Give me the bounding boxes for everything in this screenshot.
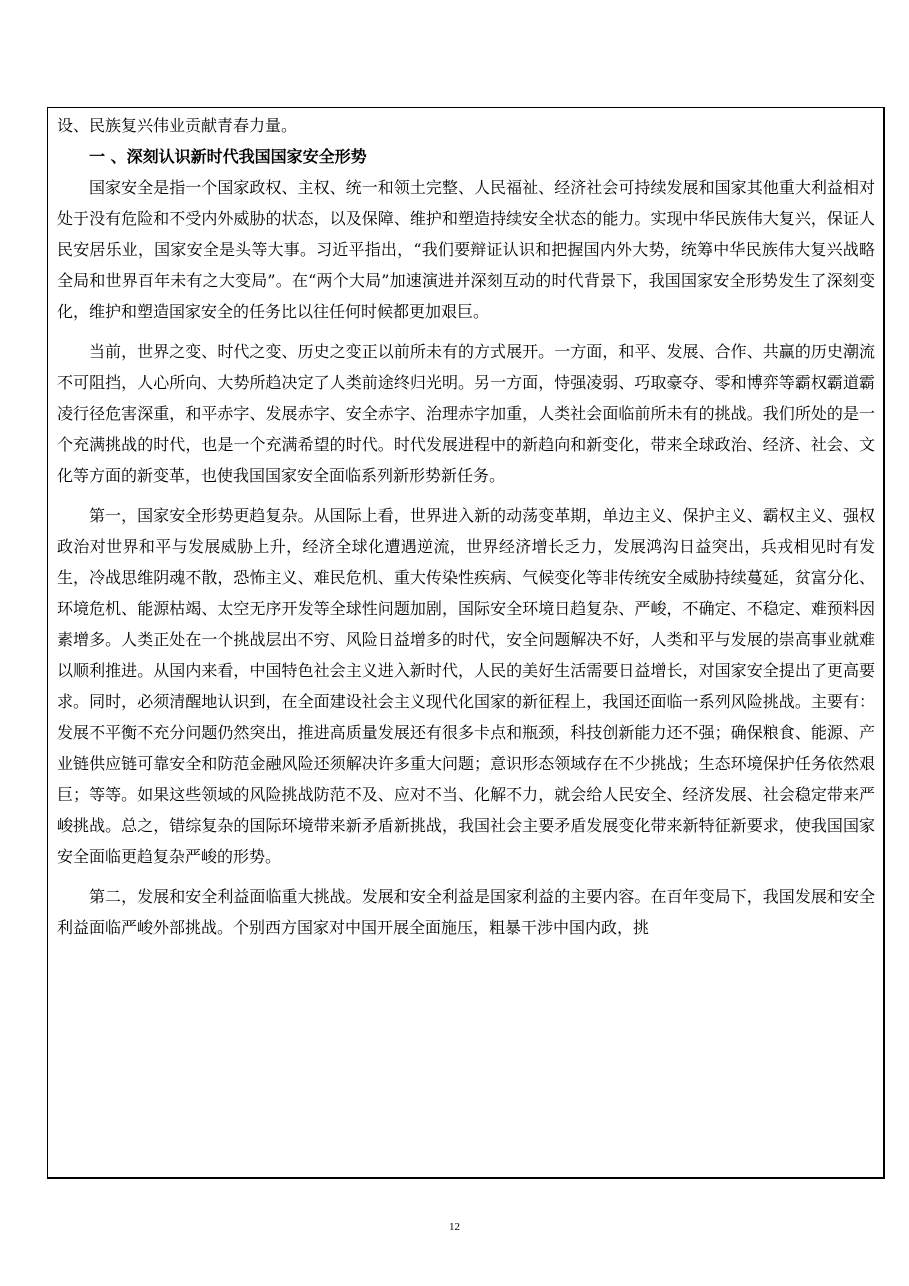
content-frame — [47, 107, 885, 1179]
section-heading: 一 、深刻认识新时代我国国家安全形势 — [89, 147, 367, 166]
continuation-line: 设、民族复兴伟业贡献青春力量。 — [57, 116, 298, 135]
paragraph-second-point: 第二，发展和安全利益面临重大挑战。发展和安全利益是国家利益的主要内容。在百年变局下，我国发展和安全利益面临严峻外部挑战。个别西方国家对中国开展全面施压，粗暴干涉中国内政，挑 — [57, 887, 875, 937]
document-body — [57, 110, 875, 943]
page-number: 12 — [449, 1221, 460, 1233]
paragraph-world-changes: 当前，世界之变、时代之变、历史之变正以前所未有的方式展开。一方面，和平、发展、合作、共赢的历史潮流不可阻挡，人心所向、大势所趋决定了人类前途终归光明。另一方面，恃强凌弱、巧取豪夺、零和博弈等霸权霸道霸凌行径危害深重，和平赤字、发展赤字、安全赤字、治理赤字加重，人类社会面临前所未有的挑战。我们所处的是一个充满挑战的时代，也是一个充满希望的时代。时代发展进程中的新趋向和新变化，带来全球政治、经济、社会、文化等方面的新变革，也使我国国家安全面临系列新形势新任务。 — [57, 342, 875, 485]
paragraph-national-security-definition: 国家安全是指一个国家政权、主权、统一和领土完整、人民福祉、经济社会可持续发展和国家其他重大利益相对处于没有危险和不受内外威胁的状态，以及保障、维护和塑造持续安全状态的能力。实现中华民族伟大复兴，保证人民安居乐业，国家安全是头等大事。习近平指出，“我们要辩证认识和把握国内外大势，统筹中华民族伟大复兴战略全局和世界百年未有之大变局”。在“两个大局”加速演进并深刻互动的时代背景下，我国国家安全形势发生了深刻变化，维护和塑造国家安全的任务比以往任何时候都更加艰巨。 — [57, 178, 875, 321]
paragraph-first-point: 第一，国家安全形势更趋复杂。从国际上看，世界进入新的动荡变革期，单边主义、保护主义、霸权主义、强权政治对世界和平与发展威胁上升，经济全球化遭遇逆流，世界经济增长乏力，发展鸿沟日益突出，兵戎相见时有发生，冷战思维阴魂不散，恐怖主义、难民危机、重大传染性疾病、气候变化等非传统安全威胁持续蔓延，贫富分化、环境危机、能源枯竭、太空无序开发等全球性问题加剧，国际安全环境日趋复杂、严峻，不确定、不稳定、难预料因素增多。人类正处在一个挑战层出不穷、风险日益增多的时代，安全问题解决不好，人类和平与发展的崇高事业就难以顺利推进。从国内来看，中国特色社会主义进入新时代，人民的美好生活需要日益增长，对国家安全提出了更高要求。同时，必须清醒地认识到，在全面建设社会主义现代化国家的新征程上，我国还面临一系列风险挑战。主要有：发展不平衡不充分问题仍然突出，推进高质量发展还有很多卡点和瓶颈，科技创新能力还不强；确保粮食、能源、产业链供应链可靠安全和防范金融风险还须解决许多重大问题；意识形态领域存在不少挑战；生态环境保护任务依然艰巨；等等。如果这些领域的风险挑战防范不及、应对不当、化解不力，就会给人民安全、经济发展、社会稳定带来严峻挑战。总之，错综复杂的国际环境带来新矛盾新挑战，我国社会主要矛盾发展变化带来新特征新要求，使我国国家安全面临更趋复杂严峻的形势。 — [57, 506, 875, 866]
